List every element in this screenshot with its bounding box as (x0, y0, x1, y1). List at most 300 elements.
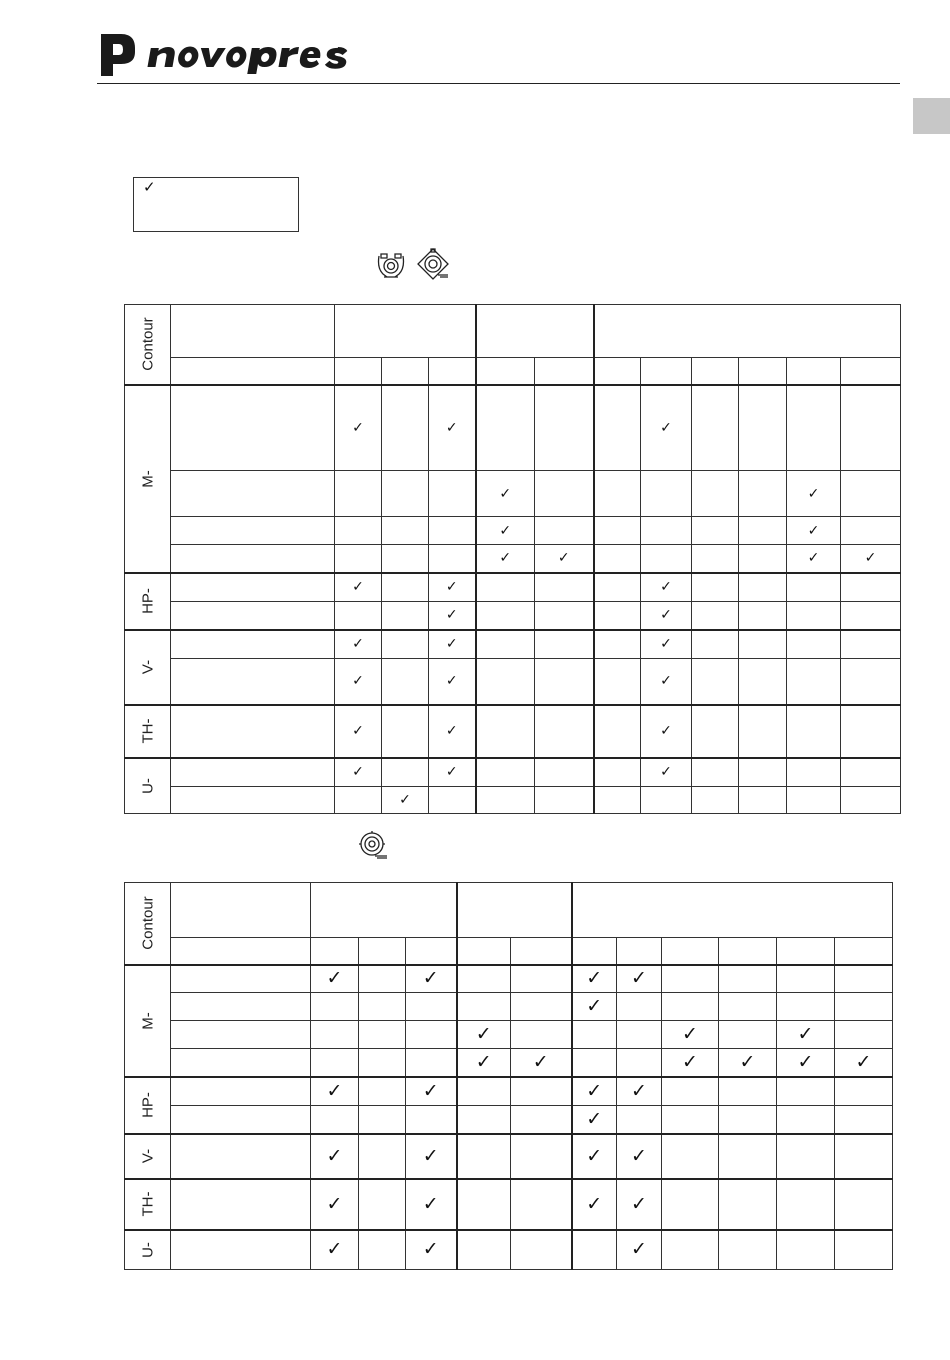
empty-cell (311, 993, 359, 1021)
checkmark-cell: ✓ (429, 758, 476, 787)
contour-group-label: TH- (139, 718, 156, 744)
empty-cell (739, 630, 787, 659)
table-row (125, 1021, 893, 1049)
empty-cell (511, 965, 572, 993)
contour-group-label: HP- (139, 588, 156, 614)
empty-cell (787, 758, 841, 787)
checkmark-cell: ✓ (429, 659, 476, 705)
empty-cell (835, 965, 893, 993)
empty-cell (662, 993, 719, 1021)
empty-cell (719, 965, 777, 993)
empty-cell (787, 602, 841, 630)
checkmark-cell: ✓ (835, 1049, 893, 1077)
empty-cell (841, 602, 901, 630)
empty-cell (429, 517, 476, 545)
empty-cell (835, 1134, 893, 1179)
press-jaw-icon (375, 250, 407, 280)
empty-cell (382, 471, 429, 517)
empty-cell (511, 1230, 572, 1270)
empty-cell (617, 1106, 662, 1134)
contour-header (125, 883, 171, 965)
empty-cell (359, 1106, 406, 1134)
checkmark-cell: ✓ (777, 1021, 835, 1049)
press-collar-icon (357, 830, 389, 860)
empty-cell (535, 758, 594, 787)
table-row (125, 385, 901, 471)
table-row (125, 965, 893, 993)
empty-cell (692, 630, 739, 659)
empty-cell (382, 602, 429, 630)
checkmark-cell: ✓ (311, 1230, 359, 1270)
empty-cell (787, 385, 841, 471)
checkmark-cell: ✓ (787, 517, 841, 545)
empty-cell (835, 1230, 893, 1270)
press-ring-icon (414, 247, 452, 281)
header-cell (617, 938, 662, 965)
checkmark-cell: ✓ (457, 1049, 511, 1077)
header-cell (171, 358, 335, 385)
empty-cell (335, 517, 382, 545)
header-group-cell (311, 883, 457, 938)
contour-group-label: U- (139, 777, 156, 794)
checkmark-cell: ✓ (617, 1230, 662, 1270)
empty-cell (739, 517, 787, 545)
empty-cell (787, 787, 841, 814)
empty-cell (787, 705, 841, 758)
checkmark-cell: ✓ (572, 1077, 617, 1106)
empty-cell (476, 573, 535, 602)
table-row (125, 1134, 893, 1179)
empty-cell (719, 1077, 777, 1106)
checkmark-cell: ✓ (662, 1049, 719, 1077)
contour-group-cell (125, 1179, 171, 1230)
header-cell (739, 358, 787, 385)
header-cell (429, 358, 476, 385)
empty-cell (841, 573, 901, 602)
header-group-cell (476, 305, 594, 358)
checkmark-cell: ✓ (311, 1179, 359, 1230)
table-row (125, 1077, 893, 1106)
empty-cell (777, 1230, 835, 1270)
checkmark-cell: ✓ (406, 1134, 457, 1179)
empty-cell (335, 602, 382, 630)
description-cell (171, 630, 335, 659)
empty-cell (787, 630, 841, 659)
empty-cell (662, 1179, 719, 1230)
empty-cell (511, 1077, 572, 1106)
empty-cell (382, 659, 429, 705)
empty-cell (841, 630, 901, 659)
empty-cell (535, 385, 594, 471)
checkmark-cell: ✓ (841, 545, 901, 573)
checkmark-cell: ✓ (535, 545, 594, 573)
table-row (125, 602, 901, 630)
empty-cell (662, 1134, 719, 1179)
empty-cell (382, 758, 429, 787)
contour-group-cell (125, 705, 171, 758)
empty-cell (692, 659, 739, 705)
checkmark-cell: ✓ (641, 659, 692, 705)
table-row (125, 993, 893, 1021)
empty-cell (617, 1021, 662, 1049)
empty-cell (457, 1179, 511, 1230)
empty-cell (835, 1021, 893, 1049)
contour-group-label: V- (139, 659, 156, 675)
empty-cell (382, 385, 429, 471)
checkmark-cell: ✓ (641, 385, 692, 471)
table-header-row (125, 883, 893, 938)
empty-cell (511, 1134, 572, 1179)
empty-cell (476, 787, 535, 814)
empty-cell (382, 630, 429, 659)
empty-cell (641, 787, 692, 814)
description-cell (171, 787, 335, 814)
header-cell (359, 938, 406, 965)
empty-cell (535, 630, 594, 659)
empty-cell (641, 517, 692, 545)
description-cell (171, 1179, 311, 1230)
header-cell (311, 938, 359, 965)
empty-cell (692, 517, 739, 545)
empty-cell (594, 630, 641, 659)
empty-cell (739, 573, 787, 602)
description-cell (171, 1106, 311, 1134)
checkmark-cell: ✓ (572, 993, 617, 1021)
checkmark-cell: ✓ (406, 965, 457, 993)
empty-cell (662, 1106, 719, 1134)
empty-cell (535, 517, 594, 545)
checkmark-cell: ✓ (719, 1049, 777, 1077)
description-cell (171, 705, 335, 758)
checkmark-cell: ✓ (641, 602, 692, 630)
empty-cell (476, 602, 535, 630)
empty-cell (692, 787, 739, 814)
checkmark-cell: ✓ (641, 573, 692, 602)
contour-group-cell (125, 385, 171, 573)
table-row (125, 517, 901, 545)
empty-cell (777, 993, 835, 1021)
empty-cell (535, 573, 594, 602)
empty-cell (457, 1230, 511, 1270)
empty-cell (457, 1077, 511, 1106)
empty-cell (835, 1077, 893, 1106)
empty-cell (476, 758, 535, 787)
empty-cell (535, 659, 594, 705)
contour-group-cell (125, 573, 171, 630)
empty-cell (739, 758, 787, 787)
header-cell (511, 938, 572, 965)
empty-cell (662, 1077, 719, 1106)
description-cell (171, 758, 335, 787)
empty-cell (535, 602, 594, 630)
checkmark-cell: ✓ (406, 1179, 457, 1230)
chapter-tab (913, 98, 950, 134)
empty-cell (359, 1230, 406, 1270)
table-row (125, 1049, 893, 1077)
header-group-cell (335, 305, 476, 358)
header-cell (335, 358, 382, 385)
empty-cell (835, 993, 893, 1021)
empty-cell (692, 758, 739, 787)
empty-cell (841, 385, 901, 471)
empty-cell (841, 758, 901, 787)
empty-cell (594, 787, 641, 814)
contour-group-label: M- (139, 1011, 156, 1030)
checkmark-cell: ✓ (641, 758, 692, 787)
empty-cell (719, 1134, 777, 1179)
empty-cell (429, 545, 476, 573)
empty-cell (739, 705, 787, 758)
description-cell (171, 471, 335, 517)
empty-cell (311, 1106, 359, 1134)
description-cell (171, 1230, 311, 1270)
empty-cell (594, 659, 641, 705)
empty-cell (692, 705, 739, 758)
empty-cell (359, 1021, 406, 1049)
checkmark-cell: ✓ (335, 385, 382, 471)
empty-cell (594, 758, 641, 787)
empty-cell (535, 471, 594, 517)
empty-cell (359, 1077, 406, 1106)
checkmark-cell: ✓ (382, 787, 429, 814)
checkmark-cell: ✓ (457, 1021, 511, 1049)
empty-cell (359, 1179, 406, 1230)
header-group-cell (457, 883, 572, 938)
table-subheader-row (125, 358, 901, 385)
empty-cell (739, 787, 787, 814)
header-rule (97, 83, 900, 84)
empty-cell (719, 1021, 777, 1049)
empty-cell (617, 993, 662, 1021)
description-cell (171, 1134, 311, 1179)
empty-cell (692, 602, 739, 630)
contour-group-label: TH- (139, 1191, 156, 1217)
contour-group-label: HP- (139, 1092, 156, 1118)
empty-cell (359, 993, 406, 1021)
checkmark-cell: ✓ (429, 630, 476, 659)
empty-cell (476, 630, 535, 659)
table-row (125, 471, 901, 517)
table-row (125, 787, 901, 814)
checkmark-cell: ✓ (311, 965, 359, 993)
contour-group-cell (125, 758, 171, 814)
compatibility-table-1 (124, 304, 901, 814)
description-cell (171, 573, 335, 602)
empty-cell (382, 545, 429, 573)
empty-cell (662, 1230, 719, 1270)
empty-cell (662, 965, 719, 993)
table-row (125, 1230, 893, 1270)
empty-cell (335, 471, 382, 517)
empty-cell (692, 545, 739, 573)
table-row (125, 659, 901, 705)
checkmark-cell: ✓ (572, 1134, 617, 1179)
header-group-cell (594, 305, 901, 358)
checkmark-cell: ✓ (406, 1230, 457, 1270)
empty-cell (841, 659, 901, 705)
empty-cell (841, 705, 901, 758)
header-group-cell (572, 883, 893, 938)
checkmark-cell: ✓ (617, 965, 662, 993)
header-cell (171, 305, 335, 358)
empty-cell (572, 1021, 617, 1049)
empty-cell (739, 471, 787, 517)
empty-cell (594, 602, 641, 630)
empty-cell (572, 1049, 617, 1077)
legend-box (133, 177, 299, 232)
description-cell (171, 545, 335, 573)
table-header-row (125, 305, 901, 358)
table-row (125, 630, 901, 659)
empty-cell (594, 517, 641, 545)
contour-group-label: U- (139, 1241, 156, 1258)
checkmark-cell: ✓ (476, 545, 535, 573)
checkmark-cell: ✓ (311, 1134, 359, 1179)
empty-cell (535, 787, 594, 814)
empty-cell (777, 1106, 835, 1134)
checkmark-cell: ✓ (311, 1077, 359, 1106)
empty-cell (787, 573, 841, 602)
empty-cell (777, 1134, 835, 1179)
empty-cell (429, 787, 476, 814)
empty-cell (457, 1106, 511, 1134)
empty-cell (719, 1106, 777, 1134)
header-cell (457, 938, 511, 965)
empty-cell (359, 1049, 406, 1077)
checkmark-cell: ✓ (476, 471, 535, 517)
checkmark-cell: ✓ (641, 630, 692, 659)
empty-cell (476, 385, 535, 471)
empty-cell (335, 787, 382, 814)
empty-cell (594, 545, 641, 573)
contour-label: Contour (139, 896, 156, 950)
contour-group-label: V- (139, 1148, 156, 1164)
empty-cell (406, 1106, 457, 1134)
checkmark-cell: ✓ (787, 471, 841, 517)
empty-cell (835, 1106, 893, 1134)
empty-cell (594, 471, 641, 517)
description-cell (171, 1021, 311, 1049)
empty-cell (841, 471, 901, 517)
empty-cell (335, 545, 382, 573)
checkmark-cell: ✓ (777, 1049, 835, 1077)
empty-cell (692, 471, 739, 517)
header-cell (835, 938, 893, 965)
empty-cell (777, 1179, 835, 1230)
checkmark-cell: ✓ (787, 545, 841, 573)
checkmark-cell: ✓ (617, 1134, 662, 1179)
empty-cell (841, 517, 901, 545)
empty-cell (359, 965, 406, 993)
header-cell (594, 358, 641, 385)
header-cell (841, 358, 901, 385)
empty-cell (457, 1134, 511, 1179)
empty-cell (476, 705, 535, 758)
header-cell (719, 938, 777, 965)
empty-cell (777, 965, 835, 993)
table-subheader-row (125, 938, 893, 965)
checkmark-cell: ✓ (429, 385, 476, 471)
empty-cell (511, 993, 572, 1021)
empty-cell (692, 385, 739, 471)
header-cell (572, 938, 617, 965)
description-cell (171, 1077, 311, 1106)
empty-cell (835, 1179, 893, 1230)
table-row (125, 1179, 893, 1230)
checkmark-cell: ✓ (617, 1179, 662, 1230)
description-cell (171, 517, 335, 545)
empty-cell (406, 1021, 457, 1049)
empty-cell (739, 545, 787, 573)
contour-group-cell (125, 1230, 171, 1270)
table-row (125, 758, 901, 787)
empty-cell (535, 705, 594, 758)
contour-group-cell (125, 965, 171, 1077)
header-cell (406, 938, 457, 965)
empty-cell (511, 1179, 572, 1230)
checkmark-cell: ✓ (511, 1049, 572, 1077)
header-cell (382, 358, 429, 385)
header-cell (692, 358, 739, 385)
header-cell (662, 938, 719, 965)
empty-cell (406, 1049, 457, 1077)
checkmark-cell: ✓ (641, 705, 692, 758)
checkmark-cell: ✓ (662, 1021, 719, 1049)
empty-cell (777, 1077, 835, 1106)
checkmark-cell: ✓ (335, 659, 382, 705)
description-cell (171, 385, 335, 471)
empty-cell (457, 993, 511, 1021)
empty-cell (787, 659, 841, 705)
empty-cell (594, 705, 641, 758)
contour-group-cell (125, 630, 171, 705)
checkmark-cell: ✓ (617, 1077, 662, 1106)
empty-cell (594, 385, 641, 471)
novopress-logo (97, 30, 357, 80)
empty-cell (739, 602, 787, 630)
table-row (125, 545, 901, 573)
description-cell (171, 993, 311, 1021)
header-cell (476, 358, 535, 385)
checkmark-cell: ✓ (406, 1077, 457, 1106)
checkmark-cell: ✓ (429, 573, 476, 602)
contour-label: Contour (139, 317, 156, 371)
checkmark-cell: ✓ (476, 517, 535, 545)
description-cell (171, 602, 335, 630)
checkmark-cell: ✓ (335, 705, 382, 758)
header-cell (641, 358, 692, 385)
empty-cell (382, 705, 429, 758)
empty-cell (641, 471, 692, 517)
description-cell (171, 965, 311, 993)
table-row (125, 573, 901, 602)
header-cell (787, 358, 841, 385)
checkmark-cell: ✓ (429, 602, 476, 630)
empty-cell (382, 517, 429, 545)
table-row (125, 1106, 893, 1134)
empty-cell (311, 1021, 359, 1049)
table-row (125, 705, 901, 758)
contour-header (125, 305, 171, 385)
checkmark-cell: ✓ (429, 705, 476, 758)
empty-cell (382, 573, 429, 602)
header-cell (171, 938, 311, 965)
empty-cell (311, 1049, 359, 1077)
empty-cell (719, 1230, 777, 1270)
header-cell (171, 883, 311, 938)
empty-cell (594, 573, 641, 602)
contour-group-label: M- (139, 469, 156, 488)
